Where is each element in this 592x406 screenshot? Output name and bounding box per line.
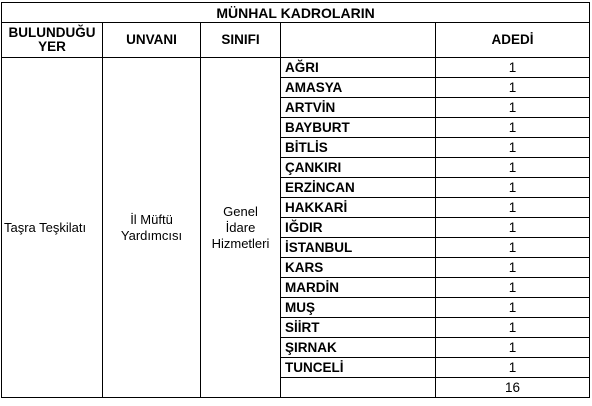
title-row [2, 3, 590, 23]
rows-body [2, 58, 590, 398]
position-cell [103, 58, 201, 398]
header-province [281, 23, 436, 58]
count-cell: 1 [436, 338, 590, 358]
province-cell: MARDİN [281, 278, 436, 298]
total-count-cell: 16 [436, 378, 590, 398]
province-cell: AĞRI [281, 58, 436, 78]
count-cell: 1 [436, 178, 590, 198]
count-cell: 1 [436, 58, 590, 78]
header-location-line2: YER [38, 39, 66, 54]
count-cell: 1 [436, 158, 590, 178]
header-location [2, 23, 103, 58]
count-cell: 1 [436, 318, 590, 338]
class-cell [201, 58, 281, 398]
province-cell: ÇANKIRI [281, 158, 436, 178]
count-cell: 1 [436, 258, 590, 278]
header-class: SINIFI [201, 23, 281, 58]
header-position: UNVANI [103, 23, 201, 58]
table-title: MÜNHAL KADROLARIN [2, 3, 590, 23]
class-line1: Genel [223, 203, 258, 219]
count-cell: 1 [436, 298, 590, 318]
count-cell: 1 [436, 198, 590, 218]
count-cell: 1 [436, 278, 590, 298]
position-line1: İl Müftü [130, 211, 173, 227]
position-line2: Yardımcısı [120, 227, 183, 243]
province-cell: IĞDIR [281, 218, 436, 238]
count-cell: 1 [436, 78, 590, 98]
count-cell: 1 [436, 358, 590, 378]
header-row [2, 23, 590, 58]
header-location-line1: BULUNDUĞU [8, 25, 96, 40]
count-cell: 1 [436, 218, 590, 238]
province-cell: HAKKARİ [281, 198, 436, 218]
province-cell: SİİRT [281, 318, 436, 338]
count-cell: 1 [436, 118, 590, 138]
class-line3: Hizmetleri [211, 235, 270, 251]
count-cell: 1 [436, 238, 590, 258]
province-cell: ŞIRNAK [281, 338, 436, 358]
count-cell: 1 [436, 138, 590, 158]
province-cell: KARS [281, 258, 436, 278]
province-cell: AMASYA [281, 78, 436, 98]
province-cell: TUNCELİ [281, 358, 436, 378]
table-row [2, 58, 590, 78]
count-cell: 1 [436, 98, 590, 118]
province-cell: MUŞ [281, 298, 436, 318]
class-line2: İdare [225, 219, 256, 235]
location-cell: Taşra Teşkilatı [2, 58, 103, 398]
total-blank-cell [281, 378, 436, 398]
vacancy-table [1, 2, 590, 398]
province-cell: ARTVİN [281, 98, 436, 118]
header-count: ADEDİ [436, 23, 590, 58]
province-cell: BAYBURT [281, 118, 436, 138]
province-cell: İSTANBUL [281, 238, 436, 258]
province-cell: ERZİNCAN [281, 178, 436, 198]
province-cell: BİTLİS [281, 138, 436, 158]
